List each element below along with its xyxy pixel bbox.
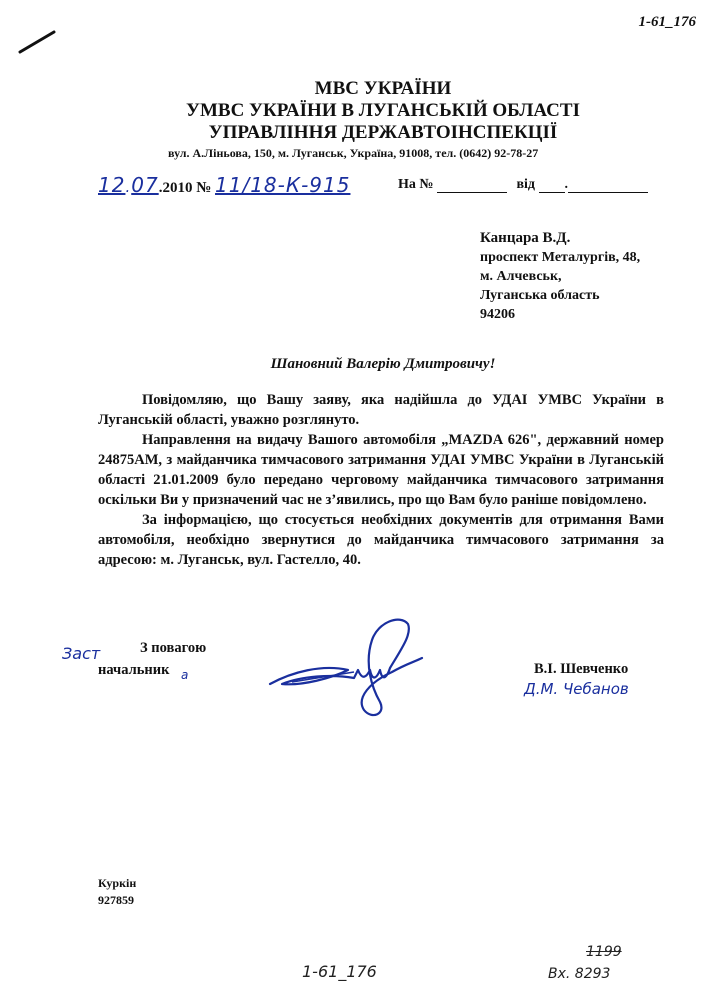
handwritten-bottom-number: 1-61_176 [302,962,377,981]
recipient-zip: 94206 [480,307,515,322]
signatory-title: начальник [98,662,170,678]
greeting: Шановний Валерію Дмитровичу! [270,356,496,372]
ref-number-label: № [196,180,212,196]
incoming-label: На № [398,177,434,192]
corner-pen-mark [18,28,58,58]
from-label: від [516,177,536,192]
executor-name: Куркін [98,876,137,890]
header-ministry: МВС УКРАЇНИ [314,78,452,99]
body-paragraph-1: Повідомляю, що Вашу заяву, яка надійшла до УДАІ УМВС України в Луганській області, уважно розглянуто. [98,392,664,428]
incoming-number-blank [437,192,507,193]
handwritten-incoming-number: Вх. 8293 [548,966,611,982]
signature-image [262,612,432,722]
incoming-reference: На № від . [398,177,648,193]
date-blank-1 [539,192,565,193]
recipient-region: Луганська область [480,288,600,303]
recipient-city: м. Алчевськ, [480,269,562,284]
document-id: 1-61_176 [638,14,696,30]
header-directorate: УПРАВЛІННЯ ДЕРЖАВТОІНСПЕКЦІЇ [208,122,558,143]
executor-phone: 927859 [98,893,134,907]
recipient-name: Канцара В.Д. [480,230,571,246]
closing: З повагою [140,640,207,656]
ref-month: 07 [131,173,159,197]
handwritten-zast: Заст [62,644,101,663]
body-paragraph-3: За інформацією, що стосується необхідних документів для отримання Вами автомобіля, необхідно звернутися до майданчика тимчасового затримання за адресою: м. Луганськ, вул. Гастелло, 40. [98,512,664,568]
letter-body [98,390,664,570]
header-department: УМВС УКРАЇНИ В ЛУГАНСЬКІЙ ОБЛАСТІ [186,100,580,121]
header-address: вул. А.Ліньова, 150, м. Луганськ, Україна, 91008, тел. (0642) 92-78-27 [168,146,539,160]
handwritten-suffix: а [181,668,189,682]
ref-number: 11/18-К-915 [215,173,351,197]
signatory-name: В.І. Шевченко [534,661,629,677]
outgoing-reference: 12.07.2010 № 11/18-К-915 [98,173,351,197]
recipient-street: проспект Металургів, 48, [480,250,641,265]
handwritten-struck-number: 1199 [586,944,622,960]
date-blank-2 [568,192,648,193]
body-paragraph-2: Направлення на видачу Вашого автомобіля „MAZDA 626", державний номер 24875АМ, з майданчика тимчасового затримання УДАІ УМВС України в Луганській області 21.01.2009 було передано черговому майданчика тимчасового затримання оскільки Ви у призначений час не з’явились, про що Вам було раніше повідомлено. [98,432,664,508]
ref-year: .2010 [158,180,193,196]
ref-day: 12 [98,173,126,197]
handwritten-deputy-name: Д.М. Чебанов [524,680,629,698]
